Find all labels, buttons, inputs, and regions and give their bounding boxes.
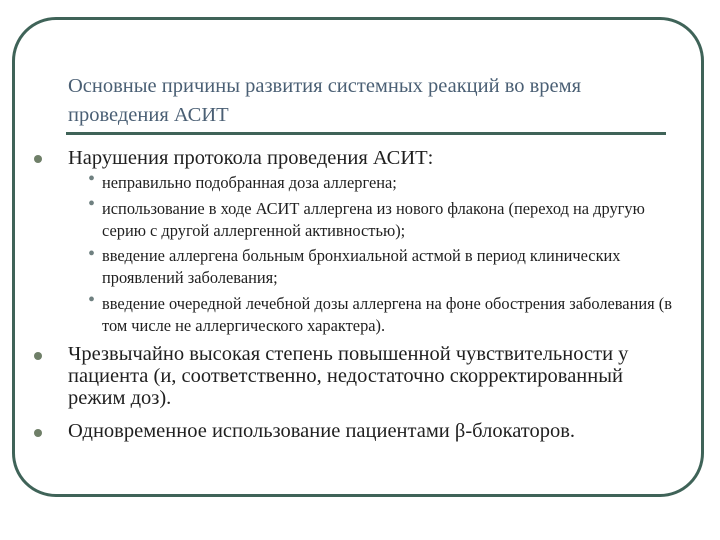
- bullet-icon: [34, 155, 42, 163]
- sub-bullet-text-3: введение аллергена больным бронхиальной астмой в период клинических проявлений заболевания;: [102, 246, 621, 287]
- bullet-text-1: Нарушения протокола проведения АСИТ:: [68, 147, 434, 169]
- title-underline: [66, 132, 666, 135]
- bullet-icon: [34, 429, 42, 437]
- sub-bullet-icon: •: [88, 168, 96, 190]
- sub-bullet-text-1: неправильно подобранная доза аллергена;: [102, 173, 397, 192]
- sub-bullet-text-4: введение очередной лечебной дозы аллергена на фоне обострения заболевания (в том числе не аллергического характера).: [102, 294, 672, 335]
- sub-bullet-icon: •: [88, 289, 96, 311]
- slide-title: Основные причины развития системных реакций во время проведения АСИТ: [68, 75, 582, 126]
- sub-bullet-icon: •: [88, 243, 96, 265]
- sub-bullet-text-2: использование в ходе АСИТ аллергена из нового флакона (переход на другую серию с другой аллергенной активностью);: [102, 199, 645, 240]
- bullet-text-3: Одновременное использование пациентами β-блокаторов.: [68, 420, 576, 442]
- sub-bullet-icon: •: [88, 193, 96, 215]
- bullet-icon: [34, 352, 42, 360]
- bullet-text-2: Чрезвычайно высокая степень повышенной чувствительности у пациента (и, соответственно, недостаточно скорректированный режим доз).: [68, 343, 629, 409]
